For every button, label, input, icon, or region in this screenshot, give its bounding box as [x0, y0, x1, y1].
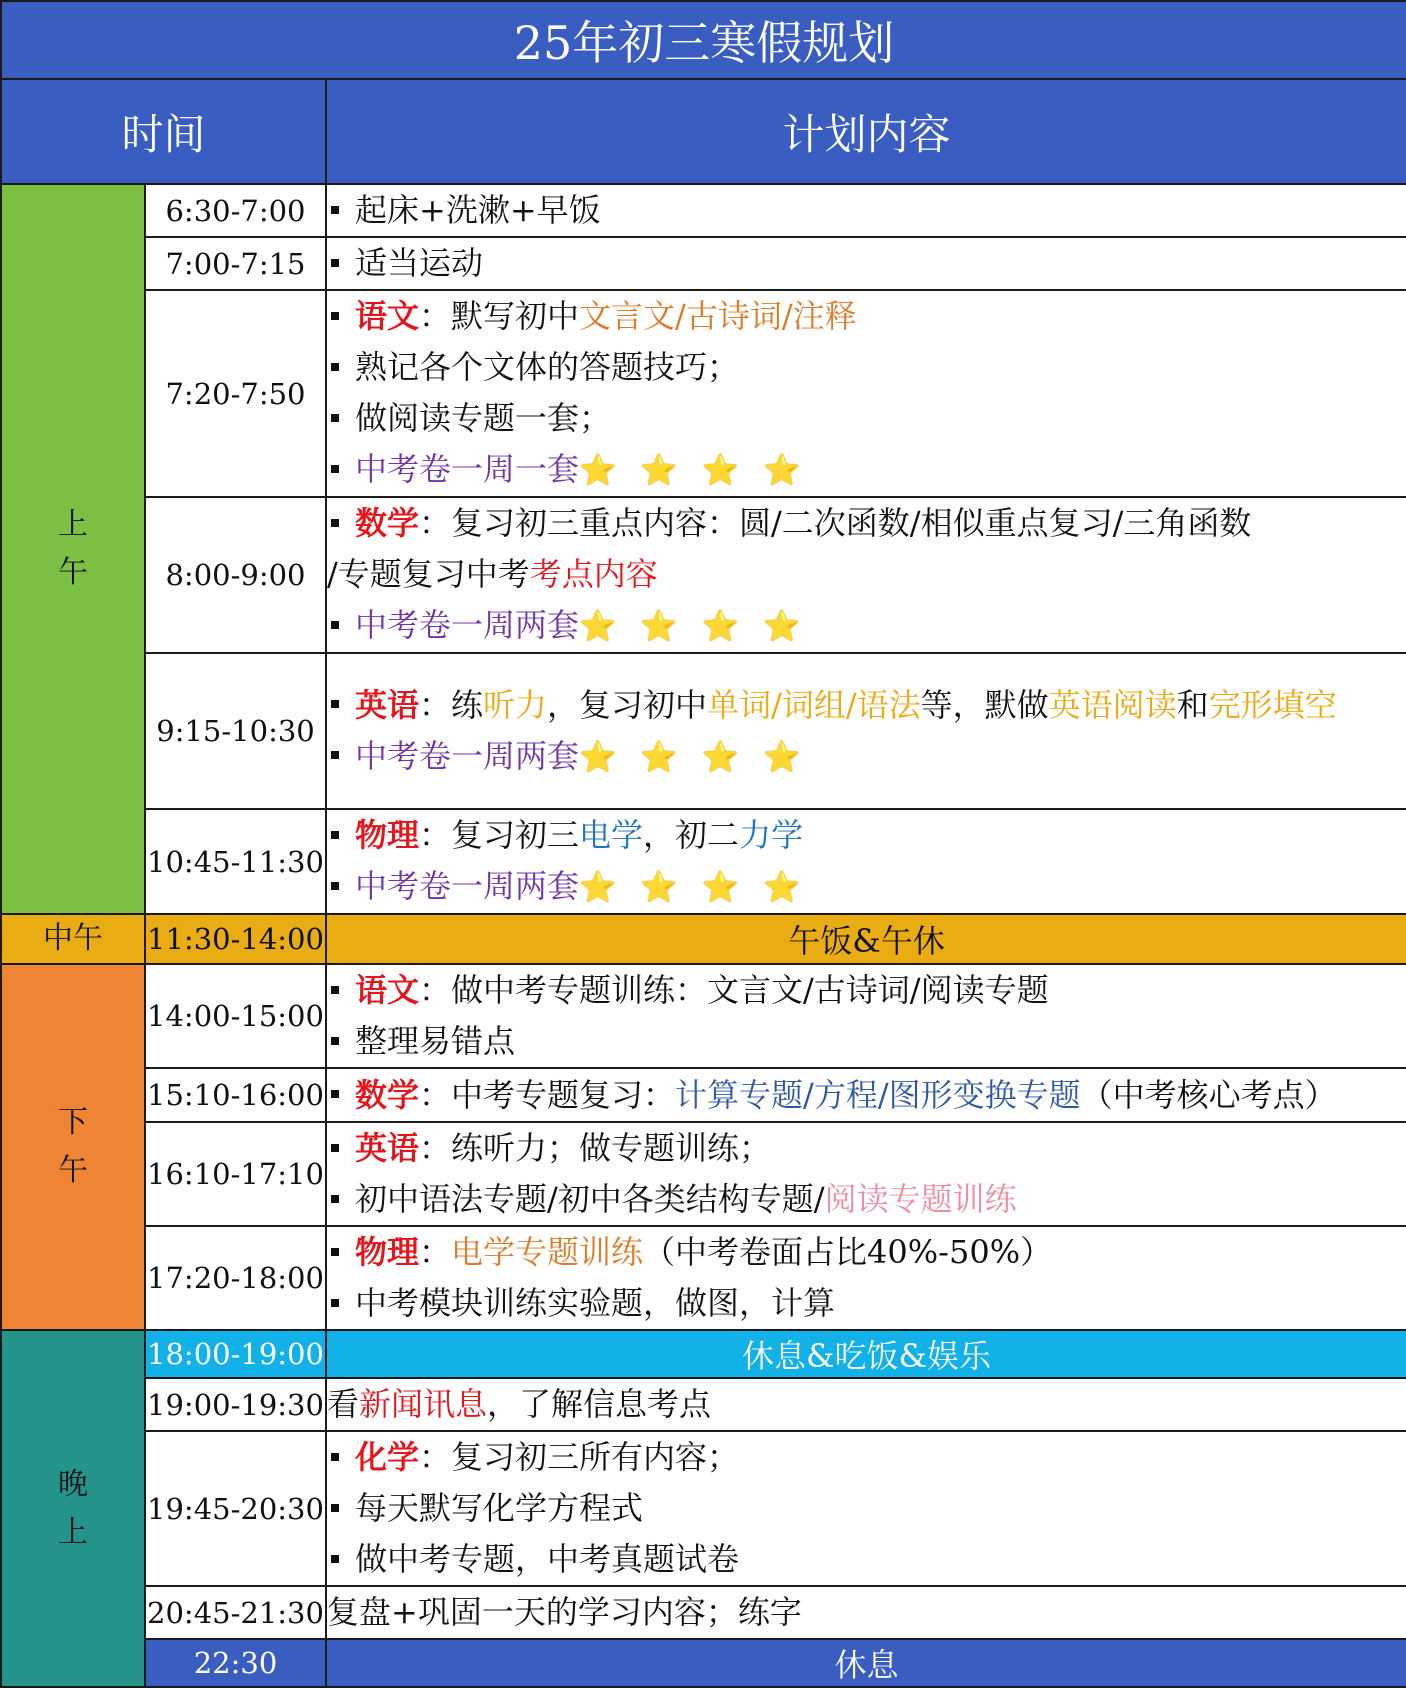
schedule-row [1, 1431, 1406, 1586]
content-text: 复盘+巩固一天的学习内容；练字 [327, 1593, 802, 1631]
highlight-text: 单词/词组/语法 [707, 685, 921, 724]
content-text: 适当运动 [355, 244, 484, 282]
star-icon: ⭐ [763, 870, 801, 905]
bullet-icon [331, 1504, 339, 1512]
content-line [327, 393, 1406, 444]
time-cell: 20:45-21:30 [145, 1586, 326, 1639]
highlight-text: 阅读专题训练 [824, 1180, 1017, 1218]
bullet-icon [331, 1299, 339, 1307]
period-label: 午 [58, 555, 88, 590]
schedule-row [1, 497, 1406, 653]
highlight-text: 计算专题/方程/图形变换专题 [675, 1075, 1081, 1114]
page-title: 25年初三寒假规划 [1, 1, 1406, 79]
period-evening [1, 1330, 145, 1687]
time-cell: 6:30-7:00 [145, 184, 326, 237]
content-text: ：复习初三所有内容； [419, 1438, 740, 1476]
content-line [327, 1483, 1406, 1534]
subject-label: 英语 [355, 1129, 420, 1167]
highlight-text: 考点内容 [529, 555, 658, 593]
exam-text: 中考卷一周两套 [355, 736, 580, 775]
schedule-row [1, 237, 1406, 290]
content-text: （中考卷面占比40%-50%） [643, 1233, 1053, 1271]
content-line [327, 1379, 1406, 1430]
schedule-row [1, 1068, 1406, 1122]
highlight-text: 听力 [483, 685, 548, 724]
content-cell [326, 1122, 1406, 1226]
schedule-row [1, 809, 1406, 914]
subject-label: 数学 [355, 1075, 420, 1114]
content-cell [326, 184, 1406, 237]
star-icon: ⭐ [579, 739, 617, 775]
schedule-row [1, 1122, 1406, 1226]
schedule-row [1, 1226, 1406, 1330]
subject-label: 化学 [355, 1438, 420, 1476]
period-label: 上 [58, 1514, 88, 1550]
bullet-icon [331, 259, 339, 267]
bullet-icon [331, 206, 339, 214]
period-noon: 中午 [1, 914, 145, 964]
content-cell [326, 237, 1406, 290]
star-icon: ⭐ [701, 609, 740, 644]
bullet-icon [331, 882, 339, 890]
star-icon: ⭐ [579, 453, 617, 488]
content-text: ：练听力；做专题训练； [419, 1129, 772, 1167]
period-morning [1, 184, 145, 914]
bullet-icon [331, 465, 339, 473]
content-text: 和 [1176, 685, 1209, 724]
content-cell [326, 964, 1406, 1068]
content-line [327, 1016, 1406, 1067]
schedule-row [1, 653, 1406, 809]
exam-text: 中考卷一周两套 [355, 606, 580, 644]
content-text: 初中语法专题/初中各类结构专题/ [355, 1180, 825, 1218]
content-text: ：复习初三 [419, 816, 580, 854]
time-cell: 22:30 [145, 1639, 326, 1687]
content-text: ：中考专题复习： [419, 1075, 676, 1114]
content-line [327, 1534, 1406, 1585]
schedule-row [1, 290, 1406, 497]
time-cell: 19:00-19:30 [145, 1378, 326, 1431]
bullet-icon [331, 986, 339, 994]
content-text: 整理易错点 [355, 1022, 516, 1060]
period-label: 午 [58, 1153, 88, 1188]
highlight-text: 电学 [579, 816, 644, 854]
content-cell [326, 1226, 1406, 1330]
content-cell [326, 497, 1406, 653]
star-icon: ⭐ [701, 739, 740, 775]
star-icon: ⭐ [640, 739, 678, 775]
content-line [327, 1123, 1406, 1174]
star-icon: ⭐ [640, 453, 678, 488]
bullet-icon [331, 1144, 339, 1152]
content-line [327, 731, 1406, 783]
time-cell: 7:00-7:15 [145, 237, 326, 290]
bullet-icon [331, 1248, 339, 1256]
bullet-icon [331, 363, 339, 371]
content-line [327, 444, 1406, 496]
content-text: ：做中考专题训练：文言文/古诗词/阅读专题 [419, 971, 1049, 1009]
content-cell [326, 1586, 1406, 1639]
star-icon: ⭐ [640, 609, 678, 644]
content-text: 熟记各个文体的答题技巧； [355, 348, 740, 386]
content-bar: 午饭&午休 [326, 914, 1406, 964]
content-line [327, 342, 1406, 393]
content-line [327, 1174, 1406, 1225]
content-line [327, 1070, 1406, 1121]
subject-label: 物理 [355, 1233, 420, 1271]
content-line [327, 1432, 1406, 1483]
bullet-icon [331, 312, 339, 320]
bullet-icon [331, 700, 339, 708]
header-time: 时间 [1, 79, 326, 184]
schedule-row [1, 964, 1406, 1068]
bullet-icon [331, 1555, 339, 1563]
content-text: ，复习初中 [547, 685, 708, 724]
schedule-row [1, 1330, 1406, 1378]
star-icon: ⭐ [701, 453, 740, 488]
highlight-text: 文言文/古诗词/注释 [579, 297, 857, 335]
bullet-icon [331, 1195, 339, 1203]
content-cell [326, 290, 1406, 497]
time-cell: 7:20-7:50 [145, 290, 326, 497]
subject-label: 语文 [355, 971, 420, 1009]
content-text: 做阅读专题一套； [355, 399, 612, 437]
schedule-row [1, 1639, 1406, 1687]
content-cell [326, 809, 1406, 914]
star-icon: ⭐ [701, 870, 740, 905]
content-line [327, 498, 1406, 549]
bullet-icon [331, 621, 339, 629]
content-text: 做中考专题，中考真题试卷 [355, 1540, 740, 1578]
time-cell: 8:00-9:00 [145, 497, 326, 653]
content-cell [326, 1378, 1406, 1431]
star-icon: ⭐ [579, 870, 617, 905]
exam-text: 中考卷一周一套 [355, 450, 580, 488]
time-cell: 9:15-10:30 [145, 653, 326, 809]
content-text: ：复习初三重点内容：圆/二次函数/相似重点复习/三角函数 [419, 504, 1252, 542]
content-bar: 休息 [326, 1639, 1406, 1687]
content-text: 起床+洗漱+早饭 [355, 191, 601, 229]
subject-label: 数学 [355, 504, 420, 542]
period-afternoon [1, 964, 145, 1330]
content-text: 看 [327, 1385, 360, 1423]
time-cell: 10:45-11:30 [145, 809, 326, 914]
content-text: ，初二 [643, 816, 740, 854]
content-line [327, 810, 1406, 861]
time-cell: 17:20-18:00 [145, 1226, 326, 1330]
content-line [327, 680, 1406, 731]
subject-label: 物理 [355, 816, 420, 854]
schedule-row [1, 1378, 1406, 1431]
content-line [327, 1278, 1406, 1329]
content-line [327, 600, 1406, 652]
content-text: ：默写初中 [419, 297, 580, 335]
title-row [1, 1, 1406, 79]
content-line [327, 185, 1406, 236]
time-cell: 18:00-19:00 [145, 1330, 326, 1378]
time-cell: 16:10-17:10 [145, 1122, 326, 1226]
bullet-icon [331, 1037, 339, 1045]
star-icon: ⭐ [763, 453, 801, 488]
time-cell: 14:00-15:00 [145, 964, 326, 1068]
content-line [327, 965, 1406, 1016]
bullet-icon [331, 414, 339, 422]
content-text: ：练 [419, 685, 484, 724]
highlight-text: 新闻讯息 [359, 1385, 488, 1423]
bullet-icon [331, 519, 339, 527]
star-icon: ⭐ [763, 739, 801, 775]
highlight-text: 英语阅读 [1048, 685, 1177, 724]
highlight-text: 力学 [739, 816, 804, 854]
period-label: 晚 [58, 1466, 88, 1502]
star-icon: ⭐ [640, 870, 678, 905]
time-cell: 11:30-14:00 [145, 914, 326, 964]
bullet-icon [331, 751, 339, 759]
highlight-text: 电学专题训练 [451, 1233, 644, 1271]
subject-label: 语文 [355, 297, 420, 335]
content-line [327, 1227, 1406, 1278]
bullet-icon [331, 831, 339, 839]
content-text: /专题复习中考 [327, 555, 530, 593]
header-row [1, 79, 1406, 184]
content-line [327, 291, 1406, 342]
subject-label: 英语 [355, 685, 420, 724]
content-line [327, 861, 1406, 913]
header-content: 计划内容 [326, 79, 1406, 184]
content-text: 中考模块训练实验题，做图，计算 [355, 1284, 836, 1322]
bullet-icon [331, 1090, 339, 1098]
content-line [327, 238, 1406, 289]
schedule-row [1, 914, 1406, 964]
content-text: （中考核心考点） [1080, 1075, 1337, 1114]
time-cell: 19:45-20:30 [145, 1431, 326, 1586]
schedule-row [1, 184, 1406, 237]
star-icon: ⭐ [763, 609, 801, 644]
content-cell [326, 1431, 1406, 1586]
content-bar: 休息&吃饭&娱乐 [326, 1330, 1406, 1378]
content-cell [326, 653, 1406, 809]
period-label: 下 [58, 1105, 88, 1140]
bullet-icon [331, 1453, 339, 1461]
content-text: 等，默做 [920, 685, 1049, 724]
content-line [327, 549, 1406, 600]
period-label: 上 [58, 507, 88, 542]
content-cell [326, 1068, 1406, 1122]
content-text: 每天默写化学方程式 [355, 1489, 644, 1527]
schedule-row [1, 1586, 1406, 1639]
content-text: ，了解信息考点 [487, 1385, 712, 1423]
content-line [327, 1587, 1406, 1638]
time-cell: 15:10-16:00 [145, 1068, 326, 1122]
highlight-text: 完形填空 [1208, 685, 1337, 724]
exam-text: 中考卷一周两套 [355, 867, 580, 905]
content-text: ： [419, 1233, 452, 1271]
star-icon: ⭐ [579, 609, 617, 644]
